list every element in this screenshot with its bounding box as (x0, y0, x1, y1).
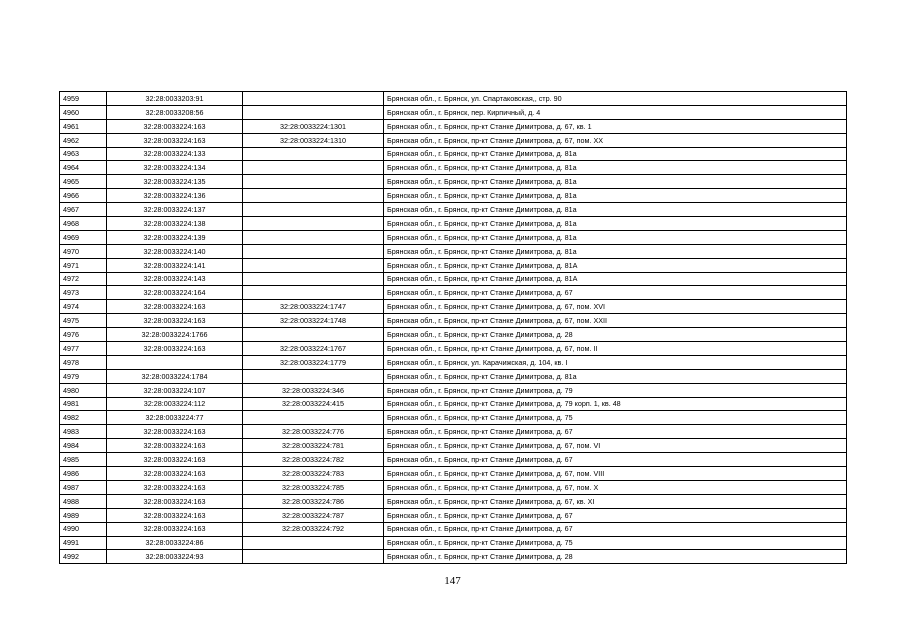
row-number-cell: 4982 (60, 411, 107, 425)
row-number-cell: 4975 (60, 314, 107, 328)
row-number-cell: 4971 (60, 258, 107, 272)
address-cell: Брянская обл., г. Брянск, пр-кт Станке Димитрова, д. 67, кв. XI (384, 494, 847, 508)
address-cell: Брянская обл., г. Брянск, пр-кт Станке Димитрова, д. 67 (384, 522, 847, 536)
table-row (60, 550, 847, 564)
cadastral-number-cell: 32:28:0033203:91 (107, 92, 243, 106)
linked-cadastral-number-cell: 32:28:0033224:782 (243, 453, 384, 467)
table-body (60, 92, 847, 564)
table-row (60, 230, 847, 244)
cadastral-number-cell: 32:28:0033224:138 (107, 217, 243, 231)
table-row (60, 189, 847, 203)
cadastral-number-cell: 32:28:0033224:163 (107, 494, 243, 508)
cadastral-number-cell: 32:28:0033224:141 (107, 258, 243, 272)
cadastral-number-cell: 32:28:0033224:163 (107, 300, 243, 314)
cadastral-number-cell: 32:28:0033224:163 (107, 453, 243, 467)
address-cell: Брянская обл., г. Брянск, пр-кт Станке Димитрова, д. 67 (384, 508, 847, 522)
linked-cadastral-number-cell: 32:28:0033224:781 (243, 439, 384, 453)
address-cell: Брянская обл., г. Брянск, пр-кт Станке Димитрова, д. 67 (384, 286, 847, 300)
address-cell: Брянская обл., г. Брянск, пр-кт Станке Димитрова, д. 79 корп. 1, кв. 48 (384, 397, 847, 411)
table-row (60, 439, 847, 453)
address-cell: Брянская обл., г. Брянск, пр-кт Станке Димитрова, д. 67, пом. X (384, 480, 847, 494)
cadastral-number-cell: 32:28:0033224:163 (107, 467, 243, 481)
property-registry-table (59, 91, 847, 564)
row-number-cell: 4973 (60, 286, 107, 300)
row-number-cell: 4989 (60, 508, 107, 522)
row-number-cell: 4991 (60, 536, 107, 550)
cadastral-number-cell: 32:28:0033224:93 (107, 550, 243, 564)
row-number-cell: 4970 (60, 244, 107, 258)
row-number-cell: 4990 (60, 522, 107, 536)
address-cell: Брянская обл., г. Брянск, ул. Карачижская, д. 104, кв. I (384, 355, 847, 369)
row-number-cell: 4987 (60, 480, 107, 494)
address-cell: Брянская обл., г. Брянск, ул. Спартаковская,, стр. 90 (384, 92, 847, 106)
linked-cadastral-number-cell: 32:28:0033224:1747 (243, 300, 384, 314)
address-cell: Брянская обл., г. Брянск, пр-кт Станке Димитрова, д. 81а (384, 147, 847, 161)
address-cell: Брянская обл., г. Брянск, пр-кт Станке Димитрова, д. 67, пом. XX (384, 133, 847, 147)
cadastral-number-cell: 32:28:0033224:137 (107, 203, 243, 217)
cadastral-number-cell: 32:28:0033224:77 (107, 411, 243, 425)
address-cell: Брянская обл., г. Брянск, пр-кт Станке Димитрова, д. 81а (384, 161, 847, 175)
table-row (60, 397, 847, 411)
cadastral-number-cell: 32:28:0033208:56 (107, 105, 243, 119)
linked-cadastral-number-cell (243, 230, 384, 244)
linked-cadastral-number-cell (243, 244, 384, 258)
row-number-cell: 4959 (60, 92, 107, 106)
address-cell: Брянская обл., г. Брянск, пер. Кирпичный, д. 4 (384, 105, 847, 119)
row-number-cell: 4968 (60, 217, 107, 231)
page-number: 147 (444, 575, 461, 587)
linked-cadastral-number-cell (243, 161, 384, 175)
row-number-cell: 4980 (60, 383, 107, 397)
address-cell: Брянская обл., г. Брянск, пр-кт Станке Димитрова, д. 81А (384, 258, 847, 272)
linked-cadastral-number-cell (243, 92, 384, 106)
cadastral-number-cell: 32:28:0033224:86 (107, 536, 243, 550)
address-cell: Брянская обл., г. Брянск, пр-кт Станке Димитрова, д. 81а (384, 203, 847, 217)
table-row (60, 258, 847, 272)
linked-cadastral-number-cell: 32:28:0033224:1748 (243, 314, 384, 328)
table-row (60, 453, 847, 467)
cadastral-number-cell: 32:28:0033224:163 (107, 425, 243, 439)
cadastral-number-cell: 32:28:0033224:136 (107, 189, 243, 203)
address-cell: Брянская обл., г. Брянск, пр-кт Станке Димитрова, д. 28 (384, 550, 847, 564)
row-number-cell: 4976 (60, 328, 107, 342)
cadastral-number-cell (107, 355, 243, 369)
linked-cadastral-number-cell (243, 203, 384, 217)
linked-cadastral-number-cell (243, 105, 384, 119)
table-row (60, 536, 847, 550)
row-number-cell: 4961 (60, 119, 107, 133)
table-row (60, 522, 847, 536)
table-row (60, 369, 847, 383)
row-number-cell: 4963 (60, 147, 107, 161)
address-cell: Брянская обл., г. Брянск, пр-кт Станке Димитрова, д. 81а (384, 189, 847, 203)
linked-cadastral-number-cell: 32:28:0033224:1301 (243, 119, 384, 133)
linked-cadastral-number-cell (243, 550, 384, 564)
linked-cadastral-number-cell: 32:28:0033224:1310 (243, 133, 384, 147)
row-number-cell: 4984 (60, 439, 107, 453)
table-row (60, 119, 847, 133)
address-cell: Брянская обл., г. Брянск, пр-кт Станке Димитрова, д. 28 (384, 328, 847, 342)
address-cell: Брянская обл., г. Брянск, пр-кт Станке Димитрова, д. 67 (384, 425, 847, 439)
table-row (60, 133, 847, 147)
address-cell: Брянская обл., г. Брянск, пр-кт Станке Димитрова, д. 81А (384, 272, 847, 286)
address-cell: Брянская обл., г. Брянск, пр-кт Станке Димитрова, д. 81а (384, 217, 847, 231)
table-row (60, 92, 847, 106)
table-row (60, 314, 847, 328)
table-row (60, 244, 847, 258)
table-row (60, 105, 847, 119)
cadastral-number-cell: 32:28:0033224:163 (107, 342, 243, 356)
table-row (60, 411, 847, 425)
row-number-cell: 4986 (60, 467, 107, 481)
row-number-cell: 4985 (60, 453, 107, 467)
row-number-cell: 4962 (60, 133, 107, 147)
linked-cadastral-number-cell: 32:28:0033224:786 (243, 494, 384, 508)
cadastral-number-cell: 32:28:0033224:163 (107, 508, 243, 522)
cadastral-number-cell: 32:28:0033224:1784 (107, 369, 243, 383)
row-number-cell: 4965 (60, 175, 107, 189)
cadastral-number-cell: 32:28:0033224:1766 (107, 328, 243, 342)
table-row (60, 203, 847, 217)
address-cell: Брянская обл., г. Брянск, пр-кт Станке Димитрова, д. 75 (384, 411, 847, 425)
cadastral-number-cell: 32:28:0033224:163 (107, 522, 243, 536)
table-row (60, 342, 847, 356)
table-row (60, 494, 847, 508)
address-cell: Брянская обл., г. Брянск, пр-кт Станке Димитрова, д. 67, пом. VI (384, 439, 847, 453)
table-row (60, 147, 847, 161)
address-cell: Брянская обл., г. Брянск, пр-кт Станке Димитрова, д. 81а (384, 369, 847, 383)
row-number-cell: 4992 (60, 550, 107, 564)
linked-cadastral-number-cell (243, 147, 384, 161)
linked-cadastral-number-cell: 32:28:0033224:787 (243, 508, 384, 522)
row-number-cell: 4966 (60, 189, 107, 203)
table-row (60, 383, 847, 397)
table-row (60, 272, 847, 286)
row-number-cell: 4978 (60, 355, 107, 369)
linked-cadastral-number-cell (243, 175, 384, 189)
row-number-cell: 4967 (60, 203, 107, 217)
cadastral-number-cell: 32:28:0033224:133 (107, 147, 243, 161)
linked-cadastral-number-cell (243, 272, 384, 286)
row-number-cell: 4972 (60, 272, 107, 286)
address-cell: Брянская обл., г. Брянск, пр-кт Станке Димитрова, д. 67, пом. VIII (384, 467, 847, 481)
row-number-cell: 4983 (60, 425, 107, 439)
table-row (60, 480, 847, 494)
cadastral-number-cell: 32:28:0033224:163 (107, 314, 243, 328)
cadastral-number-cell: 32:28:0033224:139 (107, 230, 243, 244)
cadastral-number-cell: 32:28:0033224:107 (107, 383, 243, 397)
linked-cadastral-number-cell: 32:28:0033224:1767 (243, 342, 384, 356)
cadastral-number-cell: 32:28:0033224:163 (107, 439, 243, 453)
row-number-cell: 4977 (60, 342, 107, 356)
cadastral-number-cell: 32:28:0033224:134 (107, 161, 243, 175)
cadastral-number-cell: 32:28:0033224:164 (107, 286, 243, 300)
table-row (60, 328, 847, 342)
table-row (60, 425, 847, 439)
address-cell: Брянская обл., г. Брянск, пр-кт Станке Димитрова, д. 67, пом. XXII (384, 314, 847, 328)
cadastral-number-cell: 32:28:0033224:135 (107, 175, 243, 189)
cadastral-number-cell: 32:28:0033224:112 (107, 397, 243, 411)
linked-cadastral-number-cell (243, 411, 384, 425)
table-row (60, 161, 847, 175)
linked-cadastral-number-cell: 32:28:0033224:785 (243, 480, 384, 494)
row-number-cell: 4969 (60, 230, 107, 244)
linked-cadastral-number-cell: 32:28:0033224:1779 (243, 355, 384, 369)
linked-cadastral-number-cell: 32:28:0033224:415 (243, 397, 384, 411)
address-cell: Брянская обл., г. Брянск, пр-кт Станке Димитрова, д. 67, пом. II (384, 342, 847, 356)
linked-cadastral-number-cell (243, 369, 384, 383)
linked-cadastral-number-cell: 32:28:0033224:776 (243, 425, 384, 439)
cadastral-number-cell: 32:28:0033224:163 (107, 133, 243, 147)
row-number-cell: 4981 (60, 397, 107, 411)
cadastral-number-cell: 32:28:0033224:143 (107, 272, 243, 286)
linked-cadastral-number-cell: 32:28:0033224:792 (243, 522, 384, 536)
linked-cadastral-number-cell (243, 536, 384, 550)
linked-cadastral-number-cell (243, 258, 384, 272)
linked-cadastral-number-cell: 32:28:0033224:346 (243, 383, 384, 397)
row-number-cell: 4960 (60, 105, 107, 119)
linked-cadastral-number-cell (243, 286, 384, 300)
cadastral-number-cell: 32:28:0033224:163 (107, 119, 243, 133)
address-cell: Брянская обл., г. Брянск, пр-кт Станке Димитрова, д. 79 (384, 383, 847, 397)
address-cell: Брянская обл., г. Брянск, пр-кт Станке Димитрова, д. 67, кв. 1 (384, 119, 847, 133)
address-cell: Брянская обл., г. Брянск, пр-кт Станке Димитрова, д. 81а (384, 175, 847, 189)
row-number-cell: 4979 (60, 369, 107, 383)
linked-cadastral-number-cell (243, 189, 384, 203)
address-cell: Брянская обл., г. Брянск, пр-кт Станке Димитрова, д. 81а (384, 244, 847, 258)
table-row (60, 300, 847, 314)
table-row (60, 355, 847, 369)
table-row (60, 217, 847, 231)
address-cell: Брянская обл., г. Брянск, пр-кт Станке Димитрова, д. 75 (384, 536, 847, 550)
table-row (60, 175, 847, 189)
row-number-cell: 4974 (60, 300, 107, 314)
row-number-cell: 4964 (60, 161, 107, 175)
cadastral-number-cell: 32:28:0033224:140 (107, 244, 243, 258)
address-cell: Брянская обл., г. Брянск, пр-кт Станке Димитрова, д. 67 (384, 453, 847, 467)
table-row (60, 508, 847, 522)
address-cell: Брянская обл., г. Брянск, пр-кт Станке Димитрова, д. 81а (384, 230, 847, 244)
row-number-cell: 4988 (60, 494, 107, 508)
linked-cadastral-number-cell (243, 217, 384, 231)
table-row (60, 467, 847, 481)
address-cell: Брянская обл., г. Брянск, пр-кт Станке Димитрова, д. 67, пом. XVI (384, 300, 847, 314)
cadastral-number-cell: 32:28:0033224:163 (107, 480, 243, 494)
linked-cadastral-number-cell (243, 328, 384, 342)
linked-cadastral-number-cell: 32:28:0033224:783 (243, 467, 384, 481)
table-row (60, 286, 847, 300)
